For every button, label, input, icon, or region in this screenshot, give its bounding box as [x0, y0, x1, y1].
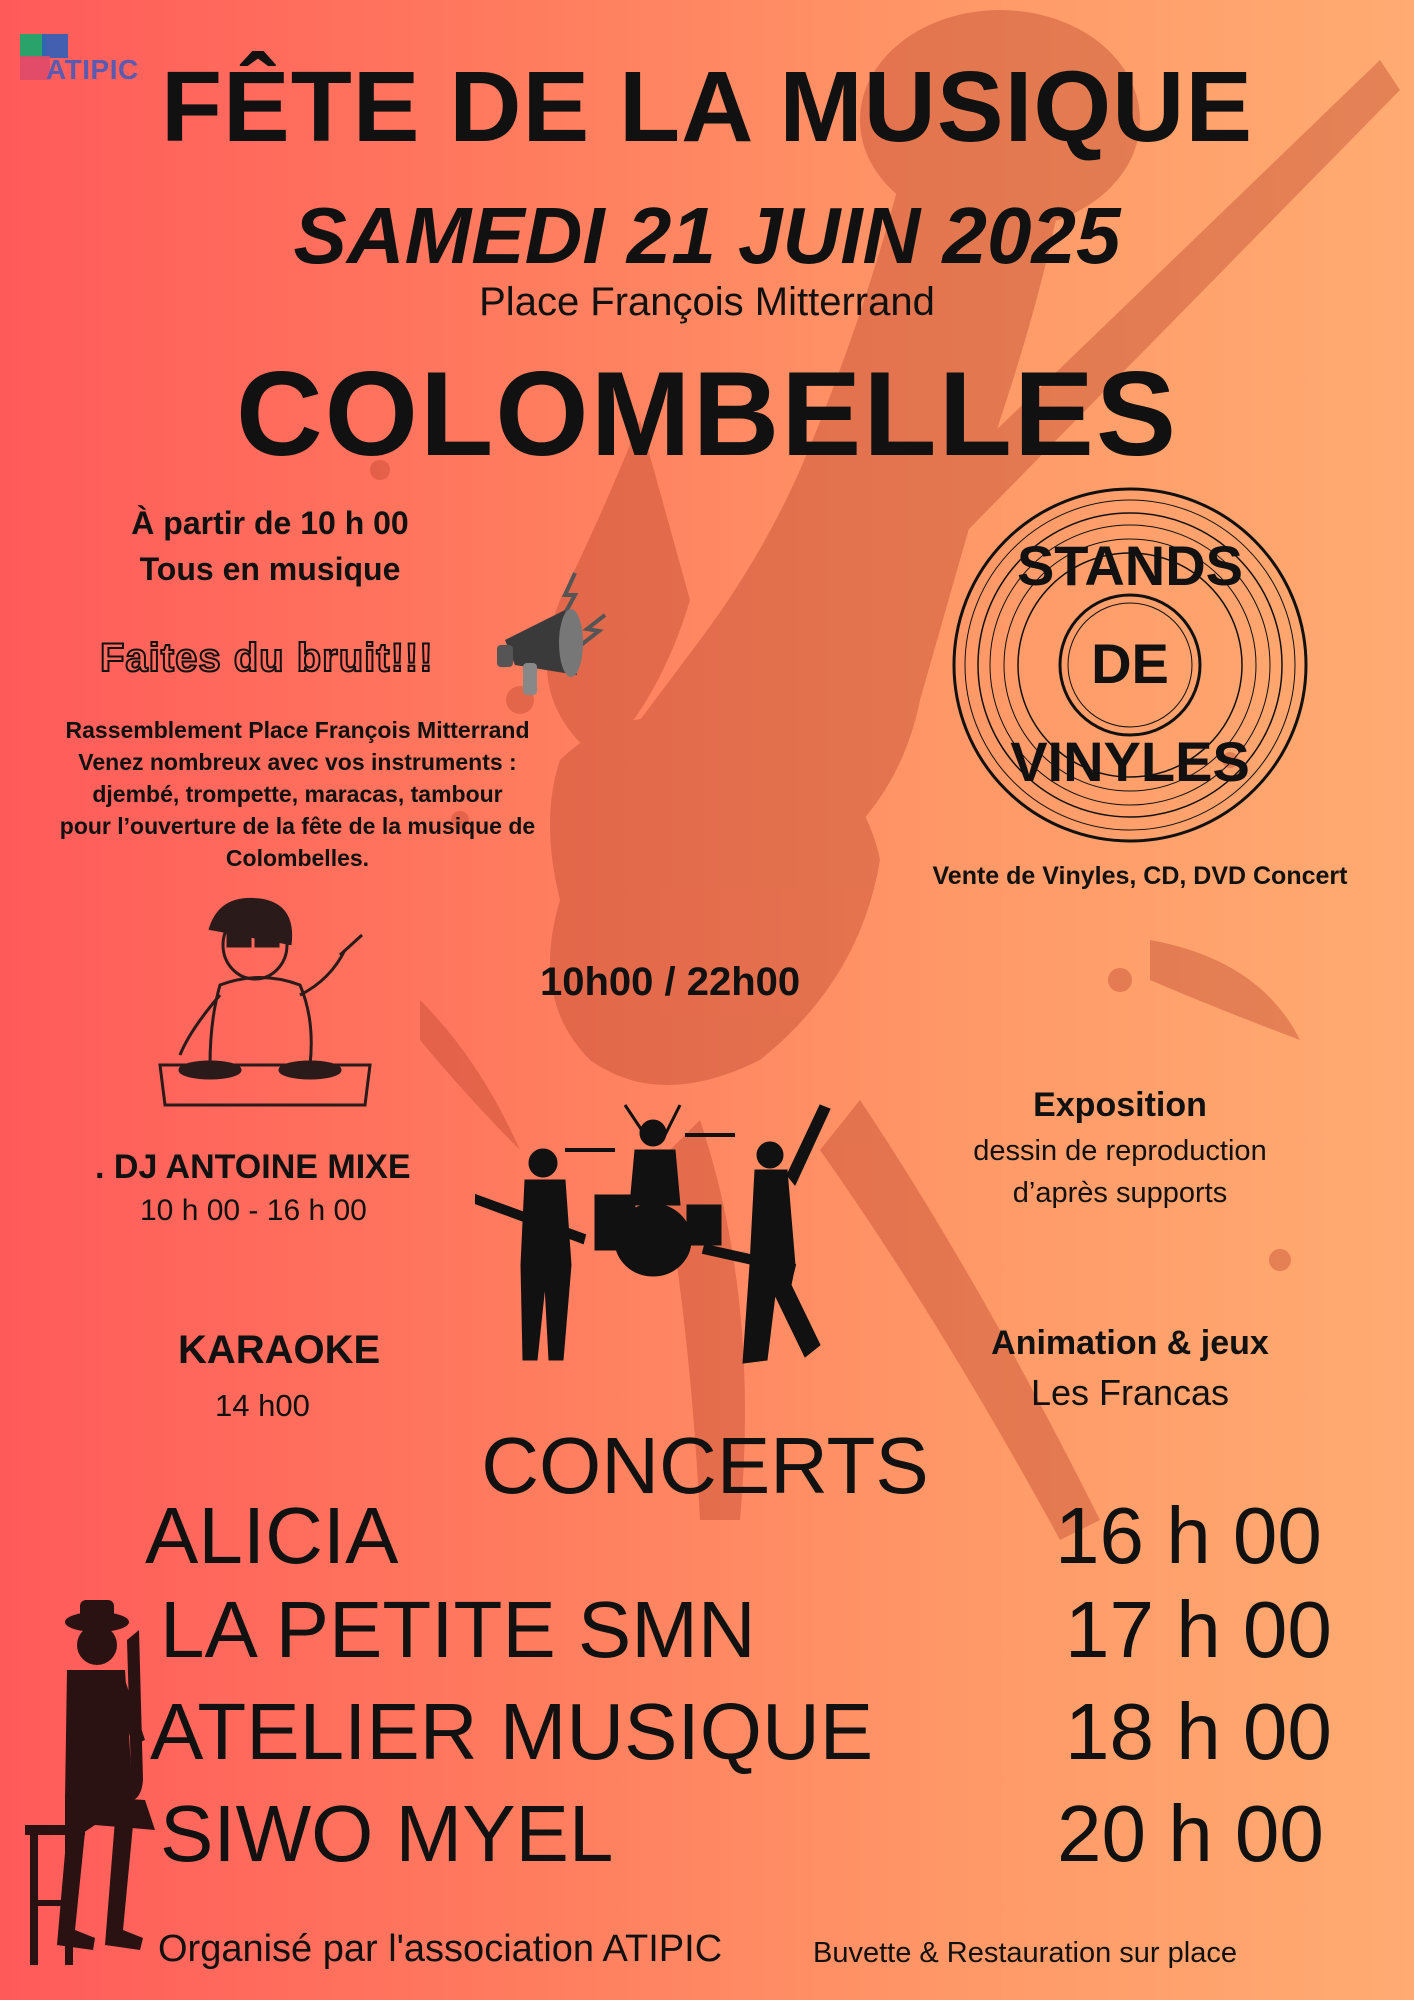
- page-title: FÊTE DE LA MUSIQUE: [160, 51, 1254, 163]
- noise-heading: Faites du bruit!!!: [100, 636, 434, 680]
- concerts-heading: CONCERTS: [481, 1421, 929, 1510]
- band-silhouette-icon: [475, 1095, 845, 1365]
- saxophone-player-silhouette-icon: [5, 1600, 165, 1965]
- vinyl-subtitle: Vente de Vinyles, CD, DVD Concert: [932, 862, 1348, 890]
- exhibition-line: dessin de reproduction: [973, 1135, 1267, 1167]
- concert-act-time: 20 h 00: [1057, 1789, 1324, 1878]
- event-date: SAMEDI 21 JUIN 2025: [293, 191, 1121, 280]
- opening-hours: 10h00 / 22h00: [540, 960, 801, 1004]
- organizer-credit: Organisé par l'association ATIPIC: [158, 1928, 723, 1970]
- concert-act-time: 18 h 00: [1065, 1687, 1332, 1776]
- vinyl-label-line: DE: [1091, 632, 1169, 695]
- concert-act-name: ALICIA: [145, 1491, 399, 1580]
- dj-illustration-icon: [150, 890, 380, 1115]
- concert-act-time: 16 h 00: [1055, 1491, 1322, 1580]
- start-subtitle: Tous en musique: [139, 551, 401, 587]
- animation-title: Animation & jeux: [991, 1324, 1269, 1362]
- event-city: COLOMBELLES: [236, 347, 1178, 481]
- megaphone-icon: [495, 565, 620, 705]
- vinyl-stand-badge: [950, 485, 1310, 845]
- rally-line: pour l’ouverture de la fête de la musique de: [59, 813, 536, 839]
- start-time-line: À partir de 10 h 00: [131, 505, 409, 541]
- rally-line: Rassemblement Place François Mitterrand: [65, 717, 530, 743]
- karaoke-time: 14 h00: [215, 1388, 310, 1423]
- karaoke-title: KARAOKE: [178, 1328, 381, 1372]
- vinyl-label-line: STANDS: [1016, 534, 1244, 597]
- rally-line: Colombelles.: [225, 845, 370, 871]
- vinyl-label-line: VINYLES: [1010, 730, 1250, 793]
- concert-act-time: 17 h 00: [1065, 1585, 1332, 1674]
- concert-act-name: SIWO MYEL: [160, 1789, 614, 1878]
- concert-act-name: LA PETITE SMN: [160, 1585, 756, 1674]
- dj-title: . DJ ANTOINE MIXE: [95, 1148, 411, 1186]
- logo-text: ATIPIC: [46, 54, 139, 85]
- animation-organizer: Les Francas: [1030, 1372, 1230, 1413]
- rally-line: Venez nombreux avec vos instruments :: [78, 749, 517, 775]
- exhibition-line: d’après supports: [1012, 1177, 1228, 1209]
- event-place: Place François Mitterrand: [479, 280, 935, 324]
- rally-description: [20, 714, 575, 874]
- exhibition-title: Exposition: [1033, 1086, 1207, 1124]
- exhibition-description: [940, 1130, 1300, 1214]
- start-info: [60, 500, 480, 592]
- rally-line: djembé, trompette, maracas, tambour: [92, 781, 503, 807]
- dj-time: 10 h 00 - 16 h 00: [140, 1194, 367, 1227]
- food-drink-notice: Buvette & Restauration sur place: [813, 1937, 1237, 1969]
- concert-act-name: ATELIER MUSIQUE: [150, 1687, 874, 1776]
